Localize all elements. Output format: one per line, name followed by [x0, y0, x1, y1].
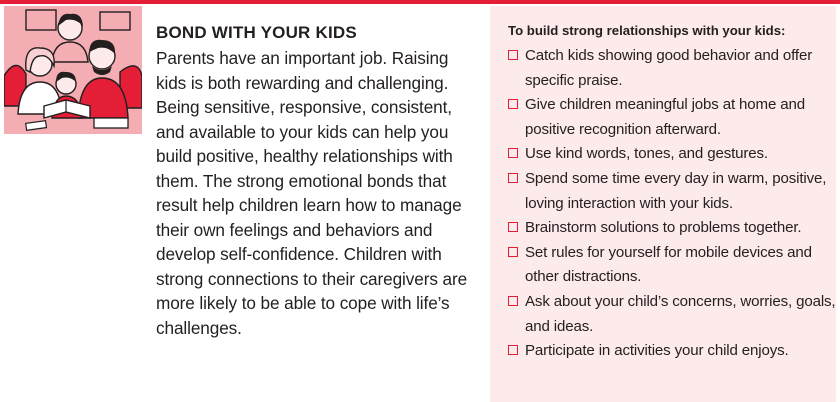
checklist-item-text: Catch kids showing good behavior and offer specific praise. — [525, 47, 813, 89]
checklist-item-text: Give children meaningful jobs at home and positive recognition afterward. — [525, 96, 805, 138]
section-heading: BOND WITH YOUR KIDS — [156, 23, 357, 42]
checkbox-icon — [508, 345, 518, 355]
top-accent-rule — [0, 0, 840, 4]
checklist-item — [508, 216, 840, 241]
checklist-item — [508, 93, 840, 142]
checkbox-icon — [508, 148, 518, 158]
checkbox-icon — [508, 173, 518, 183]
checklist-item — [508, 290, 840, 339]
checklist-item — [508, 142, 840, 167]
checklist-item — [508, 241, 840, 290]
checklist-item — [508, 167, 840, 216]
tips-panel — [490, 6, 836, 402]
checklist-item-text: Use kind words, tones, and gestures. — [525, 145, 768, 163]
checkbox-icon — [508, 222, 518, 232]
checkbox-icon — [508, 50, 518, 60]
main-article — [156, 22, 478, 340]
checkbox-icon — [508, 247, 518, 257]
body-paragraph: Parents have an important job. Raising kids is both rewarding and challenging. Being sensitive, responsive, consistent, and available to your kids can help you build positive, healthy relationships with them. The strong emotional bonds that result help children learn how to manage their own feelings and behaviors and develop self-confidence. Children with strong connections to their caregivers are more likely to be able to cope with life’s challenges. — [156, 48, 468, 338]
checklist-item — [508, 44, 840, 93]
checklist-item-text: Ask about your child’s concerns, worries, goals, and ideas. — [525, 292, 836, 335]
checklist-item-text: Set rules for yourself for mobile devices and other distractions. — [525, 243, 812, 286]
checklist-item-text: Participate in activities your child enjoys. — [525, 342, 789, 360]
tips-heading: To build strong relationships with your kids: — [508, 23, 786, 38]
checklist-item-text: Brainstorm solutions to problems together. — [525, 219, 802, 237]
checkbox-icon — [508, 296, 518, 306]
checklist-item — [508, 339, 840, 364]
tips-checklist — [490, 44, 836, 364]
checkbox-icon — [508, 99, 518, 109]
family-reading-illustration — [4, 6, 142, 134]
checklist-item-text: Spend some time every day in warm, positive, loving interaction with your kids. — [525, 169, 827, 212]
